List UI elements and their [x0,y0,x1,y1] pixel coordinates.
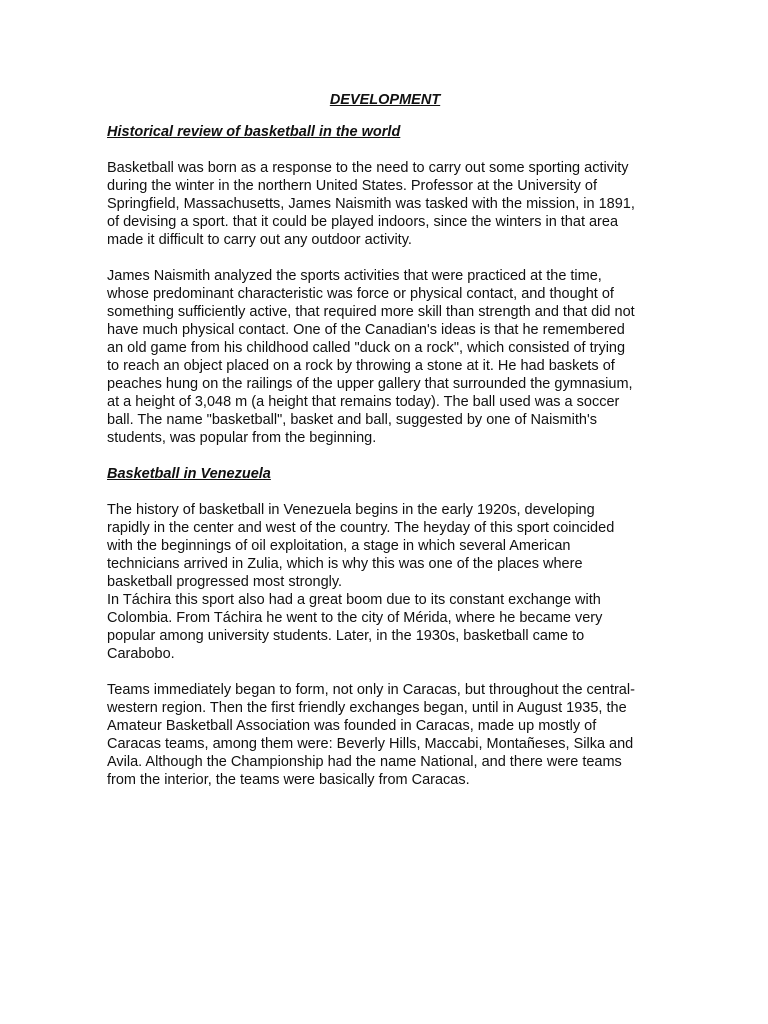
section-heading-world-history: Historical review of basketball in the world [107,124,401,140]
paragraph-basketball-origin: Basketball was born as a response to the need to carry out some sporting activity during the winter in the northern United States. Professor at the University of Springfield, Massachusetts, James Naismith was tasked with the mission, in 1891, of devising a sport. that it could be played indoors, since the winters in that area made it difficult to carry out any outdoor activity. [107,160,635,248]
document-title: DEVELOPMENT [329,92,441,108]
paragraph-tachira: In Táchira this sport also had a great boom due to its constant exchange with Colombia. From Táchira he went to the city of Mérida, where he became very popular among university students. Later, in the 1930s, basketball came to Carabobo. [107,592,603,662]
paragraph-caracas-teams: Teams immediately began to form, not only in Caracas, but throughout the central- western region. Then the first friendly exchanges began, until in August 1935, the Amateur Basketball Association was founded in Caracas, made up mostly of Caracas teams, among them were: Beverly Hills, Maccabi, Montañeses, Silka and Avila. Although the Championship had the name National, and there were teams from the interior, the teams were basically from Caracas. [107,682,635,788]
document-page [107,91,659,789]
section-heading-venezuela: Basketball in Venezuela [107,466,271,482]
paragraph-venezuela-history: The history of basketball in Venezuela begins in the early 1920s, developing rapidly in the center and west of the country. The heyday of this sport coincided with the beginnings of oil exploitation, a stage in which several American technicians arrived in Zulia, which is why this was one of the places where basketball progressed most strongly. [107,502,615,590]
paragraph-naismith: James Naismith analyzed the sports activities that were practiced at the time, whose predominant characteristic was force or physical contact, and thought of something sufficiently active, that required more skill than strength and that did not have much physical contact. One of the Canadian's ideas is that he remembered an old game from his childhood called "duck on a rock", which consisted of trying to reach an object placed on a rock by throwing a stone at it. He had baskets of peaches hung on the railings of the upper gallery that surrounded the gymnasium, at a height of 3,048 m (a height that remains today). The ball used was a soccer ball. The name "basketball", basket and ball, suggested by one of Naismith's students, was popular from the beginning. [107,268,635,446]
